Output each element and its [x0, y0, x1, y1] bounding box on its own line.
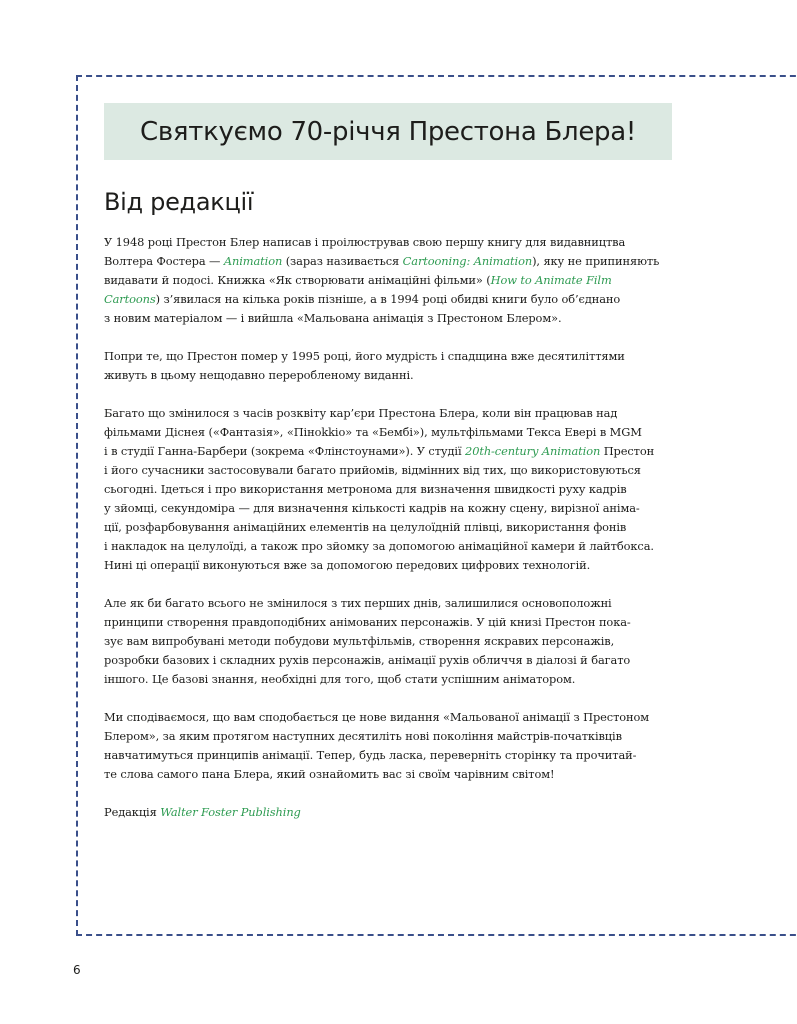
text-fragment: (зараз називається — [282, 254, 403, 268]
text-line: живуть в цьому нещодавно переробленому виданні. — [104, 368, 414, 382]
text-line: іншого. Це базові знання, необхідні для того, щоб стати успішним аніматором. — [104, 672, 576, 686]
paragraph-5 — [104, 708, 678, 784]
text-line: Але як би багато всього не змінилося з тих перших днів, залишилися основоположні — [104, 596, 612, 610]
paragraph-4 — [104, 594, 678, 689]
text-fragment: ), яку не припиняють — [532, 254, 660, 268]
book-title-cartooning-animation: Cartooning: Animation — [402, 254, 533, 268]
text-line: те слова самого пана Блера, який ознайомить вас зі своїм чарівним світом! — [104, 767, 555, 781]
text-fragment: Волтера Фостера — — [104, 254, 224, 268]
editorial-text — [104, 233, 678, 841]
page-number: 6 — [73, 963, 81, 977]
book-title-animation: Animation — [223, 254, 283, 268]
text-fragment: і в студії Ганна-Барбери (зокрема «Флінстоунами»). У студії — [104, 444, 466, 458]
section-heading: Від редакції — [104, 188, 254, 216]
text-line — [104, 271, 678, 290]
signature-prefix: Редакція — [104, 805, 161, 819]
text-line: розробки базових і складних рухів персонажів, анімації рухів обличчя в діалозі й багато — [104, 653, 631, 667]
text-line: принципи створення правдоподібних анімованих персонажів. У цій книзі Престон пока- — [104, 615, 631, 629]
text-line: Нині ці операції виконуються вже за допомогою передових цифрових технологій. — [104, 558, 591, 572]
text-line: сьогодні. Ідеться і про використання метронома для визначення швидкості руху кадрів — [104, 482, 627, 496]
text-line: Ми сподіваємося, що вам сподобається це нове видання «Мальованої анімації з Престоном — [104, 710, 650, 724]
text-line: Багато що змінилося з часів розквіту кар’єри Престона Блера, коли він працював над — [104, 406, 618, 420]
text-fragment: ) з’явилася на кілька років пізніше, а в 1994 році обидві книги було об’єднано — [155, 292, 621, 306]
paragraph-3 — [104, 404, 678, 575]
book-title-how-to-animate-cont: Cartoons — [104, 292, 156, 306]
text-line: з новим матеріалом — і вийшла «Мальована анімація з Престоном Блером». — [104, 311, 562, 325]
text-fragment: Престон — [600, 444, 655, 458]
title-banner — [104, 103, 672, 160]
page-title: Святкуємо 70-річчя Престона Блера! — [140, 116, 636, 147]
text-line — [104, 252, 678, 271]
text-line: ції, розфарбовування анімаційних елементів на целулоїдній плівці, використання фонів — [104, 520, 627, 534]
text-line: і його сучасники застосовували багато прийомів, відмінних від тих, що використовуються — [104, 463, 641, 477]
text-line: у зйомці, секундоміра — для визначення кількості кадрів на кожну сцену, вирізної аніма- — [104, 501, 640, 515]
text-line: фільмами Діснея («Фантазія», «Пінokkіо» та «Бембі»), мультфільмами Текса Евері в MGM — [104, 425, 642, 439]
paragraph-1 — [104, 233, 678, 328]
text-line: У 1948 році Престон Блер написав і проілюстрував свою першу книгу для видавництва — [104, 235, 626, 249]
publisher-name: Walter Foster Publishing — [160, 805, 301, 819]
book-title-how-to-animate: How to Animate Film — [490, 273, 612, 287]
text-line: зує вам випробувані методи побудови мультфільмів, створення яскравих персонажів, — [104, 634, 615, 648]
text-line — [104, 290, 678, 309]
text-line — [104, 442, 678, 461]
text-line: Блером», за яким протягом наступних десятиліть нові покоління майстрів-початківців — [104, 729, 622, 743]
signature — [104, 803, 678, 822]
text-fragment: видавати й подосі. Книжка «Як створювати анімаційні фільми» ( — [104, 273, 491, 287]
paragraph-2 — [104, 347, 678, 385]
text-line: і накладок на целулоїді, а також про зйомку за допомогою анімаційної камери й лайтбокса. — [104, 539, 654, 553]
studio-name: 20th-century Animation — [465, 444, 601, 458]
text-line: навчатимуться принципів анімації. Тепер, будь ласка, переверніть сторінку та прочитай- — [104, 748, 637, 762]
text-line: Попри те, що Престон помер у 1995 році, його мудрість і спадщина вже десятиліттями — [104, 349, 625, 363]
